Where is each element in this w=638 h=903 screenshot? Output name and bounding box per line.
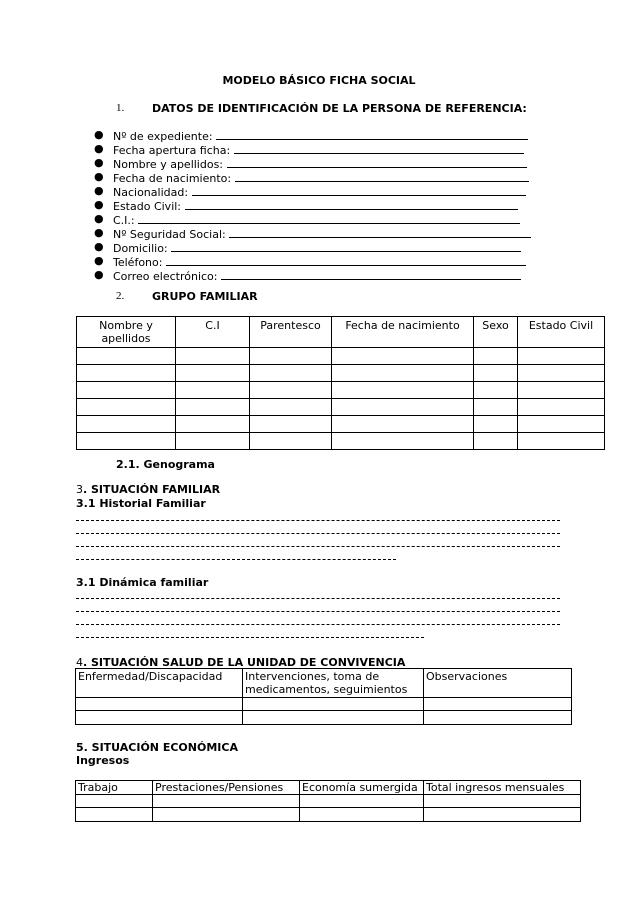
table-cell[interactable]	[243, 698, 424, 711]
table-cell[interactable]	[424, 711, 572, 725]
field-fecha-apertura[interactable]	[94, 142, 531, 156]
table-cell[interactable]	[300, 808, 424, 822]
table-cell[interactable]	[76, 698, 243, 711]
field-label: Nº Seguridad Social:	[113, 228, 230, 241]
field-label: Domicilio:	[113, 242, 172, 255]
table-cell[interactable]	[424, 795, 581, 808]
bullet-icon: ●	[94, 254, 104, 267]
table-cell[interactable]	[518, 365, 605, 382]
section3-title: . SITUACIÓN FAMILIAR	[83, 483, 221, 496]
header-economia-sumergida: Economía sumergida	[300, 781, 424, 795]
table-cell[interactable]	[518, 348, 605, 365]
section3-heading	[76, 483, 220, 496]
writing-line[interactable]	[76, 559, 396, 560]
table-cell[interactable]	[77, 416, 176, 433]
bullet-icon: ●	[94, 212, 104, 225]
table-row[interactable]	[77, 416, 605, 433]
table-cell[interactable]	[176, 382, 250, 399]
table-cell[interactable]	[332, 433, 474, 450]
historial-familiar-heading: 3.1 Historial Familiar	[76, 497, 206, 510]
bullet-icon: ●	[94, 184, 104, 197]
field-line	[216, 128, 528, 140]
table-cell[interactable]	[332, 382, 474, 399]
section5-heading: 5. SITUACIÓN ECONÓMICA	[76, 741, 238, 754]
header-observaciones: Observaciones	[424, 669, 572, 698]
bullet-icon: ●	[94, 240, 104, 253]
table-header-row	[76, 781, 581, 795]
header-fecha-nacimiento: Fecha de nacimiento	[332, 317, 474, 348]
genograma-heading: 2.1. Genograma	[116, 458, 215, 471]
table-row[interactable]	[76, 711, 572, 725]
table-cell[interactable]	[176, 416, 250, 433]
family-table	[76, 316, 605, 450]
table-row[interactable]	[77, 433, 605, 450]
field-label: Nacionalidad:	[113, 186, 192, 199]
income-table	[75, 780, 581, 822]
writing-line[interactable]	[76, 520, 560, 521]
writing-line[interactable]	[76, 546, 560, 547]
field-label: Nombre y apellidos:	[113, 158, 227, 171]
table-row[interactable]	[77, 382, 605, 399]
table-cell[interactable]	[77, 348, 176, 365]
table-header-row	[76, 669, 572, 698]
section2-title: GRUPO FAMILIAR	[152, 290, 258, 303]
health-table	[75, 668, 572, 725]
header-sexo: Sexo	[474, 317, 518, 348]
field-label: Correo electrónico:	[113, 270, 221, 283]
field-ci[interactable]	[94, 212, 531, 226]
field-label: Nº de expediente:	[113, 130, 217, 143]
table-cell[interactable]	[250, 382, 332, 399]
table-cell[interactable]	[474, 416, 518, 433]
field-line	[221, 268, 521, 280]
table-cell[interactable]	[474, 382, 518, 399]
section4-title: . SITUACIÓN SALUD DE LA UNIDAD DE CONVIVENCIA	[83, 656, 406, 669]
writing-line[interactable]	[76, 598, 560, 599]
section4-number: 4	[76, 656, 83, 669]
table-cell[interactable]	[250, 399, 332, 416]
table-cell[interactable]	[243, 711, 424, 725]
bullet-icon: ●	[94, 268, 104, 281]
table-cell[interactable]	[77, 365, 176, 382]
table-cell[interactable]	[77, 433, 176, 450]
bullet-icon: ●	[94, 170, 104, 183]
document-title: MODELO BÁSICO FICHA SOCIAL	[222, 74, 416, 87]
header-ci: C.I	[176, 317, 250, 348]
table-cell[interactable]	[176, 348, 250, 365]
field-line	[227, 156, 527, 168]
table-cell[interactable]	[76, 795, 153, 808]
table-cell[interactable]	[424, 698, 572, 711]
field-domicilio[interactable]	[94, 240, 531, 254]
table-cell[interactable]	[77, 399, 176, 416]
table-row[interactable]	[76, 808, 581, 822]
table-cell[interactable]	[474, 399, 518, 416]
table-cell[interactable]	[518, 433, 605, 450]
section1-title: DATOS DE IDENTIFICACIÓN DE LA PERSONA DE REFERENCIA:	[152, 102, 527, 115]
table-cell[interactable]	[153, 808, 300, 822]
table-cell[interactable]	[332, 348, 474, 365]
bullet-icon: ●	[94, 198, 104, 211]
header-total-ingresos: Total ingresos mensuales	[424, 781, 581, 795]
field-line	[166, 254, 526, 266]
table-cell[interactable]	[250, 433, 332, 450]
field-expediente[interactable]	[94, 128, 531, 142]
table-cell[interactable]	[518, 399, 605, 416]
table-cell[interactable]	[474, 348, 518, 365]
table-row[interactable]	[77, 365, 605, 382]
field-telefono[interactable]	[94, 254, 531, 268]
table-cell[interactable]	[250, 416, 332, 433]
field-line	[235, 170, 529, 182]
table-header-row	[77, 317, 605, 348]
table-cell[interactable]	[176, 433, 250, 450]
writing-line[interactable]	[76, 637, 424, 638]
bullet-icon: ●	[94, 156, 104, 169]
table-cell[interactable]	[250, 348, 332, 365]
field-seguridad-social[interactable]	[94, 226, 531, 240]
field-line	[138, 212, 520, 224]
bullet-icon: ●	[94, 128, 104, 141]
ingresos-heading: Ingresos	[76, 754, 130, 767]
field-label: Estado Civil:	[113, 200, 185, 213]
table-cell[interactable]	[76, 808, 153, 822]
field-line	[171, 240, 521, 252]
header-enfermedad: Enfermedad/Discapacidad	[76, 669, 243, 698]
writing-line[interactable]	[76, 533, 560, 534]
table-row[interactable]	[77, 399, 605, 416]
table-row[interactable]	[77, 348, 605, 365]
table-cell[interactable]	[518, 382, 605, 399]
field-fecha-nacimiento[interactable]	[94, 170, 531, 184]
table-cell[interactable]	[332, 365, 474, 382]
identification-fields	[94, 128, 531, 282]
header-estado-civil: Estado Civil	[518, 317, 605, 348]
header-prestaciones: Prestaciones/Pensiones	[153, 781, 300, 795]
table-cell[interactable]	[76, 711, 243, 725]
field-line	[185, 198, 518, 210]
header-nombre: Nombre y apellidos	[77, 317, 176, 348]
bullet-icon: ●	[94, 226, 104, 239]
table-cell[interactable]	[332, 399, 474, 416]
table-row[interactable]	[76, 795, 581, 808]
table-cell[interactable]	[518, 416, 605, 433]
section2-number: 2.	[116, 290, 125, 302]
table-cell[interactable]	[424, 808, 581, 822]
table-cell[interactable]	[176, 365, 250, 382]
field-label: Fecha de nacimiento:	[113, 172, 235, 185]
table-cell[interactable]	[77, 382, 176, 399]
table-cell[interactable]	[176, 399, 250, 416]
writing-line[interactable]	[76, 624, 560, 625]
header-intervenciones: Intervenciones, toma de medicamentos, seguimientos	[243, 669, 424, 698]
section1-number: 1.	[116, 102, 125, 114]
field-nacionalidad[interactable]	[94, 184, 531, 198]
table-cell[interactable]	[474, 433, 518, 450]
dinamica-familiar-heading: 3.1 Dinámica familiar	[76, 576, 209, 589]
field-estado-civil[interactable]	[94, 198, 531, 212]
table-cell[interactable]	[153, 795, 300, 808]
field-line	[234, 142, 524, 154]
field-label: C.I.:	[113, 214, 139, 227]
header-parentesco: Parentesco	[250, 317, 332, 348]
table-cell[interactable]	[332, 416, 474, 433]
table-cell[interactable]	[474, 365, 518, 382]
field-label: Teléfono:	[113, 256, 166, 269]
section3-number: 3	[76, 483, 83, 496]
table-cell[interactable]	[250, 365, 332, 382]
field-line	[229, 226, 531, 238]
table-cell[interactable]	[300, 795, 424, 808]
field-correo[interactable]	[94, 268, 531, 282]
writing-line[interactable]	[76, 611, 560, 612]
field-nombre[interactable]	[94, 156, 531, 170]
field-label: Fecha apertura ficha:	[113, 144, 234, 157]
field-line	[192, 184, 526, 196]
bullet-icon: ●	[94, 142, 104, 155]
table-row[interactable]	[76, 698, 572, 711]
header-trabajo: Trabajo	[76, 781, 153, 795]
